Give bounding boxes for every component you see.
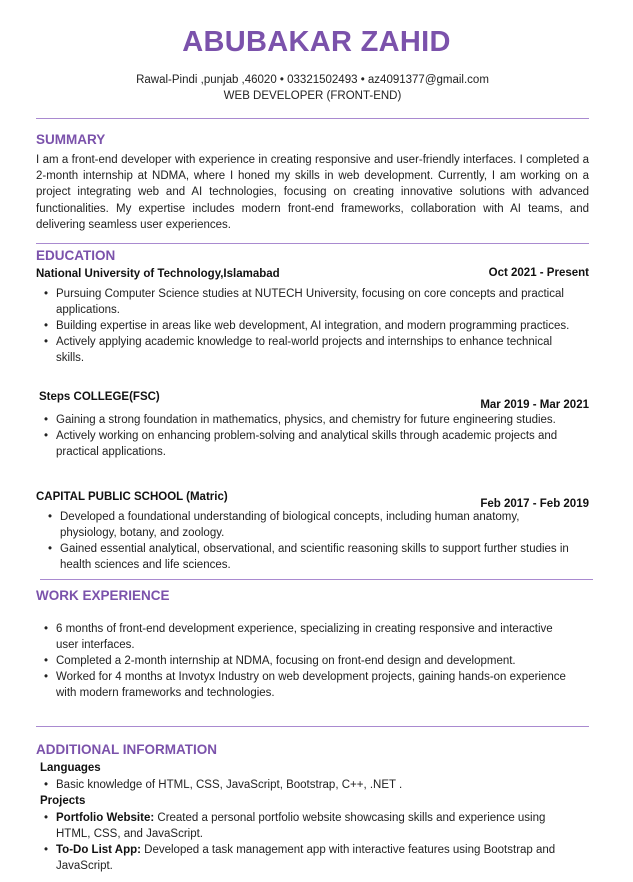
- project-desc: Created a personal portfolio website showcasing skills and experience using HTML, CSS, and JavaScript.: [56, 812, 546, 840]
- project-desc: Developed a task management app with interactive features using Bootstrap and JavaScript.: [56, 844, 556, 872]
- school-bullets: [44, 509, 574, 573]
- candidate-name: ABUBAKAR ZAHID: [182, 26, 451, 58]
- contact-line: Rawal-Pindi ,punjab ,46020 • 03321502493 • az4091377@gmail.com: [136, 74, 489, 86]
- list-item: • Worked for 4 months at Invotyx Industry on web development projects, gaining hands-on experience with modern frameworks and technologies.: [40, 669, 570, 701]
- list-item: • Actively working on enhancing problem-solving and analytical skills through academic projects and practical applications.: [40, 428, 570, 460]
- projects-label: Projects: [40, 795, 86, 807]
- divider: [40, 579, 593, 580]
- divider: [36, 118, 589, 119]
- school-name: National University of Technology,Islamabad: [36, 268, 280, 280]
- list-item: [40, 810, 570, 842]
- list-item: • Gaining a strong foundation in mathematics, physics, and chemistry for future engineering studies.: [40, 412, 570, 428]
- divider: [36, 726, 589, 727]
- school-dates: Mar 2019 - Mar 2021: [480, 399, 589, 411]
- list-item: • Completed a 2-month internship at NDMA, focusing on front-end design and development.: [40, 653, 570, 669]
- school-bullets: [40, 286, 570, 366]
- languages-list: [40, 777, 570, 793]
- job-role: WEB DEVELOPER (FRONT-END): [223, 90, 402, 102]
- work-title: WORK EXPERIENCE: [36, 588, 170, 603]
- contact-block: [0, 72, 625, 104]
- school-name: CAPITAL PUBLIC SCHOOL (Matric): [36, 491, 228, 503]
- list-item: • Basic knowledge of HTML, CSS, JavaScript, Bootstrap, C++, .NET .: [40, 777, 570, 793]
- languages-label: Languages: [40, 762, 101, 774]
- school-dates: Oct 2021 - Present: [488, 267, 589, 279]
- education-title: EDUCATION: [36, 248, 116, 263]
- list-item: • Pursuing Computer Science studies at NUTECH University, focusing on core concepts and practical applications.: [40, 286, 570, 318]
- list-item: • Building expertise in areas like web development, AI integration, and modern programming practices.: [40, 318, 570, 334]
- divider: [36, 243, 589, 244]
- school-name: Steps COLLEGE(FSC): [39, 391, 160, 403]
- project-name: To-Do List App:: [56, 844, 141, 856]
- projects-list: [40, 810, 570, 874]
- list-item: • Actively applying academic knowledge to real-world projects and internships to enhance technical skills.: [40, 334, 570, 366]
- school-dates: Feb 2017 - Feb 2019: [480, 498, 589, 510]
- school-bullets: [40, 412, 570, 460]
- list-item: • Gained essential analytical, observational, and scientific reasoning skills to support further studies in health sciences and life sciences.: [44, 541, 574, 573]
- list-item: • 6 months of front-end development experience, specializing in creating responsive and interactive user interfaces.: [40, 621, 570, 653]
- project-name: Portfolio Website:: [56, 812, 155, 824]
- additional-title: ADDITIONAL INFORMATION: [36, 742, 217, 757]
- list-item: • Developed a foundational understanding of biological concepts, including human anatomy, physiology, botany, and zoology.: [44, 509, 574, 541]
- summary-title: SUMMARY: [36, 132, 106, 147]
- work-bullets: [40, 621, 570, 701]
- summary-text: I am a front-end developer with experience in creating responsive and user-friendly interfaces. I completed a 2-month internship at NDMA, where I honed my skills in web development. Currently, I am working on a project integrating web and AI technologies, focusing on creating innovative solutions with advanced functionalities. My expertise includes modern front-end frameworks, collaboration with AI teams, and delivering seamless user experiences.: [36, 154, 589, 231]
- list-item: [40, 842, 570, 874]
